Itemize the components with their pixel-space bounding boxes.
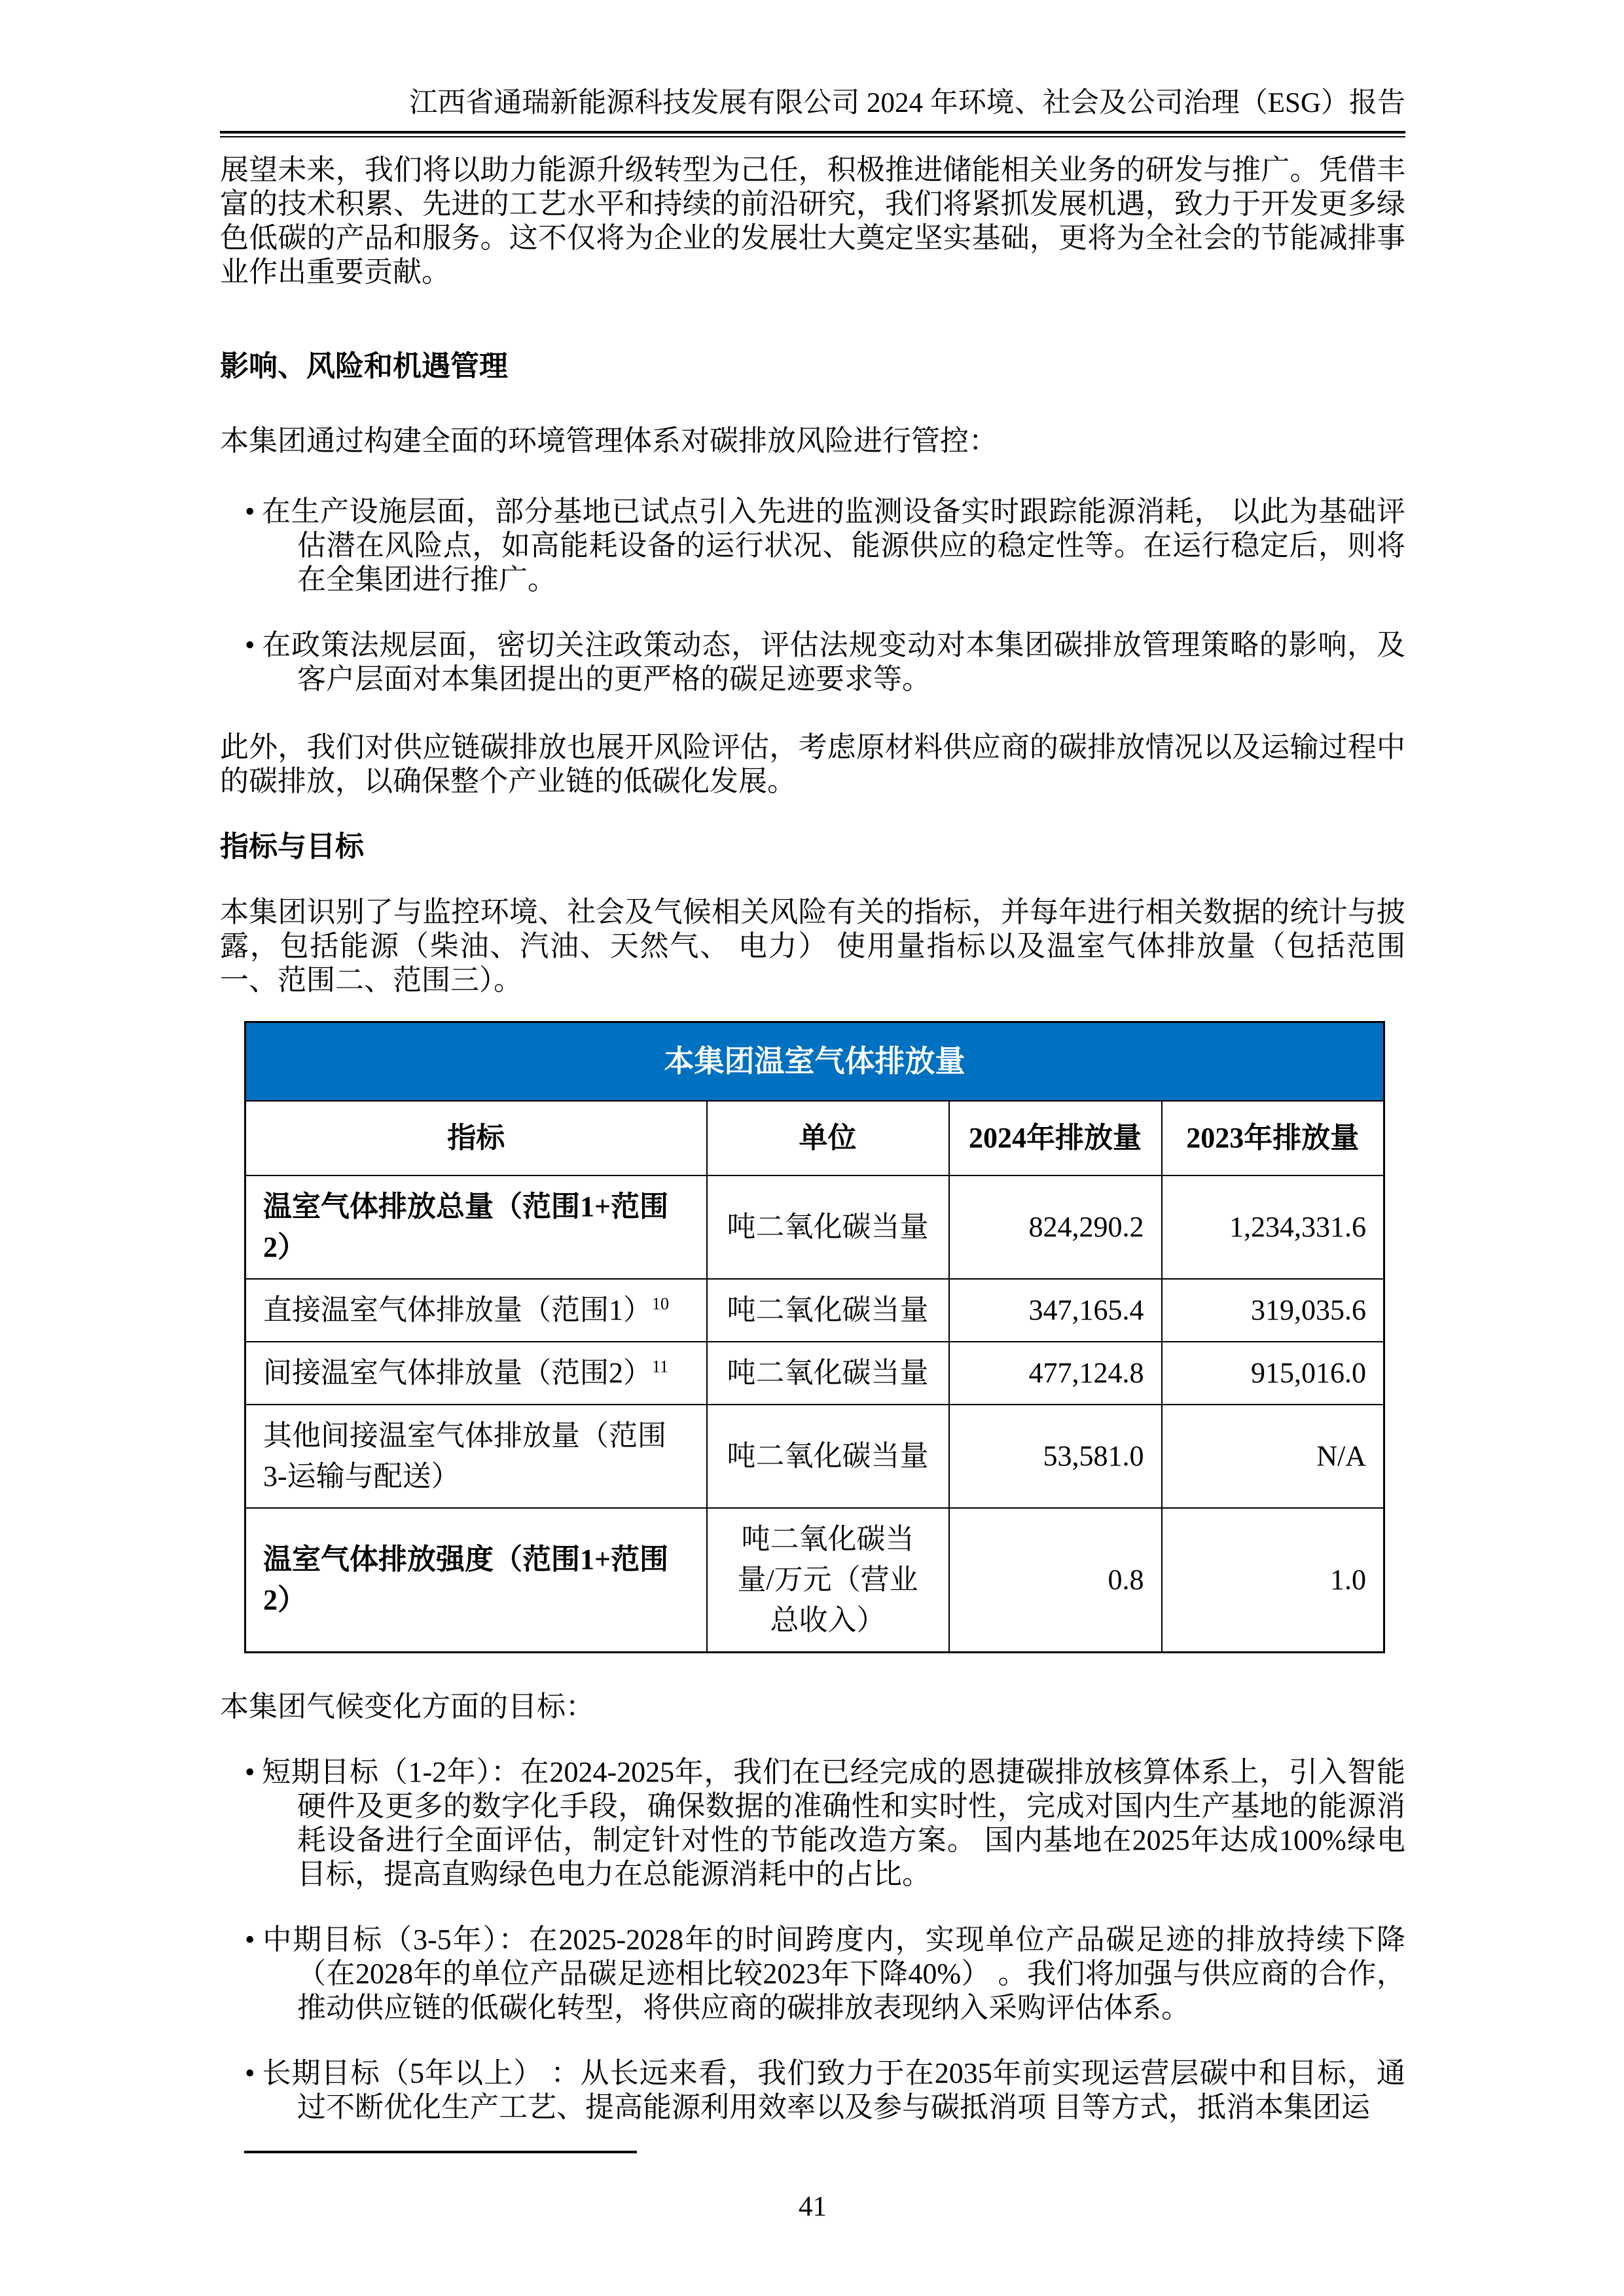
value-2024-cell: 477,124.8 xyxy=(949,1342,1162,1405)
intro-paragraph: 展望未来，我们将以助力能源升级转型为己任，积极推进储能相关业务的研发与推广。凭借丰富的技术积累、先进的工艺水平和持续的前沿研究，我们将紧抓发展机遇，致力于开发更多绿色低碳的产品和服务。这不仅将为企业的发展壮大奠定坚实基础，更将为全社会的节能减排事业作出重要贡献。 xyxy=(220,154,1405,288)
goal-bullet-item xyxy=(220,2056,1405,2125)
table-row xyxy=(245,1175,1384,1279)
table-column-header: 指标 xyxy=(245,1101,707,1175)
header-divider xyxy=(220,131,1405,137)
supply-chain-paragraph: 此外，我们对供应链碳排放也展开风险评估，考虑原材料供应商的碳排放情况以及运输过程中的碳排放，以确保整个产业链的低碳化发展。 xyxy=(220,731,1405,797)
page-header-title: 江西省通瑞新能源科技发展有限公司 2024 年环境、社会及公司治理（ESG）报告 xyxy=(409,88,1405,118)
table-title: 本集团温室气体排放量 xyxy=(245,1022,1384,1102)
indicator-label: 其他间接温室气体排放量（范围3-运输与配送） xyxy=(263,1420,666,1492)
section-heading-metrics-targets: 指标与目标 xyxy=(220,831,364,863)
risk-bullet-item-text: 在政策法规层面，密切关注政策动态，评估法规变动对本集团碳排放管理策略的影响，及客户层面对本集团提出的更严格的碳足迹要求等。 xyxy=(261,629,1405,695)
goal-bullet-item-text: 中期目标（3-5年）：在2025-2028年的时间跨度内，实现单位产品碳足迹的排放持续下降（在2028年的单位产品碳足迹相比较2023年下降40%） 。我们将加强与供应商的合作，推动供应链的低碳化转型，将供应商的碳排放表现纳入采购评估体系。 xyxy=(261,1924,1405,2024)
indicator-cell xyxy=(245,1508,707,1653)
climate-goals-intro: 本集团气候变化方面的目标： xyxy=(220,1691,594,1723)
unit-cell: 吨二氧化碳当量 xyxy=(707,1279,949,1342)
value-2023-cell: 319,035.6 xyxy=(1162,1279,1384,1342)
table-row xyxy=(245,1508,1384,1653)
table-header-row xyxy=(245,1101,1384,1175)
table-row xyxy=(245,1405,1384,1508)
bullet-icon: • xyxy=(245,1924,255,1956)
table-column-header: 2023年排放量 xyxy=(1162,1101,1384,1175)
value-2024-cell: 0.8 xyxy=(949,1508,1162,1653)
goal-bullet-item xyxy=(220,1923,1405,2025)
risk-bullet-item xyxy=(220,495,1405,597)
risk-bullet-item-text: 在生产设施层面，部分基地已试点引入先进的监测设备实时跟踪能源消耗， 以此为基础评估潜在风险点，如高能耗设备的运行状况、能源供应的稳定性等。在运行稳定后，则将在全集团进行推广。 xyxy=(261,495,1405,596)
bullet-icon: • xyxy=(245,1756,255,1788)
unit-cell: 吨二氧化碳当量 xyxy=(707,1342,949,1405)
indicator-cell xyxy=(245,1342,707,1405)
indicator-cell xyxy=(245,1175,707,1279)
unit-cell: 吨二氧化碳当量 xyxy=(707,1175,949,1279)
indicator-cell xyxy=(245,1279,707,1342)
value-2024-cell: 53,581.0 xyxy=(949,1405,1162,1508)
table-column-header: 单位 xyxy=(707,1101,949,1175)
risk-bullet-item xyxy=(220,628,1405,696)
unit-cell: 吨二氧化碳当量/万元（营业总收入） xyxy=(707,1508,949,1653)
table-row xyxy=(245,1279,1384,1342)
indicator-label: 直接温室气体排放量（范围1） xyxy=(263,1294,652,1326)
goal-bullet-list xyxy=(220,1755,1405,2125)
bullet-icon: • xyxy=(245,2057,255,2089)
goal-bullet-item-text: 短期目标（1-2年）：在2024-2025年，我们在已经完成的恩捷碳排放核算体系上，引入智能硬件及更多的数字化手段，确保数据的准确性和实时性，完成对国内生产基地的能源消耗设备进行全面评估，制定针对性的节能改造方案。 国内基地在2025年达成100%绿电目标，提高直购绿色电力在总能源消耗中的占比。 xyxy=(261,1756,1405,1890)
value-2024-cell: 347,165.4 xyxy=(949,1279,1162,1342)
goal-bullet-item xyxy=(220,1755,1405,1892)
value-2023-cell: 1,234,331.6 xyxy=(1162,1175,1384,1279)
risk-bullet-list xyxy=(220,495,1405,696)
footnote-reference: 10 xyxy=(652,1294,669,1314)
risk-intro-paragraph: 本集团通过构建全面的环境管理体系对碳排放风险进行管控： xyxy=(220,425,998,457)
value-2023-cell: 915,016.0 xyxy=(1162,1342,1384,1405)
footnote-divider xyxy=(244,2151,637,2153)
ghg-emissions-table xyxy=(244,1021,1385,1653)
section-heading-risk-management: 影响、风险和机遇管理 xyxy=(220,350,508,382)
indicator-label: 温室气体排放强度（范围1+范围2） xyxy=(263,1543,669,1616)
goal-bullet-item-text: 长期目标（5年以上） ：从长远来看，我们致力于在2035年前实现运营层碳中和目标，通过不断优化生产工艺、提高能源利用效率以及参与碳抵消项 目等方式，抵消本集团运 xyxy=(261,2057,1405,2123)
page-number: 41 xyxy=(799,2191,827,2222)
indicator-cell xyxy=(245,1405,707,1508)
table-title-row xyxy=(245,1022,1384,1102)
value-2024-cell: 824,290.2 xyxy=(949,1175,1162,1279)
value-2023-cell: N/A xyxy=(1162,1405,1384,1508)
metrics-intro-paragraph: 本集团识别了与监控环境、社会及气候相关风险有关的指标，并每年进行相关数据的统计与披露，包括能源（柴油、汽油、天然气、 电力） 使用量指标以及温室气体排放量（包括范围一、范围二、范围三）。 xyxy=(220,896,1405,996)
table-row xyxy=(245,1342,1384,1405)
indicator-label: 温室气体排放总量（范围1+范围2） xyxy=(263,1191,669,1263)
bullet-icon: • xyxy=(245,629,255,661)
table-column-header: 2024年排放量 xyxy=(949,1101,1162,1175)
bullet-icon: • xyxy=(245,495,255,528)
footnote-reference: 11 xyxy=(652,1357,669,1376)
value-2023-cell: 1.0 xyxy=(1162,1508,1384,1653)
indicator-label: 间接温室气体排放量（范围2） xyxy=(263,1357,652,1389)
unit-cell: 吨二氧化碳当量 xyxy=(707,1405,949,1508)
